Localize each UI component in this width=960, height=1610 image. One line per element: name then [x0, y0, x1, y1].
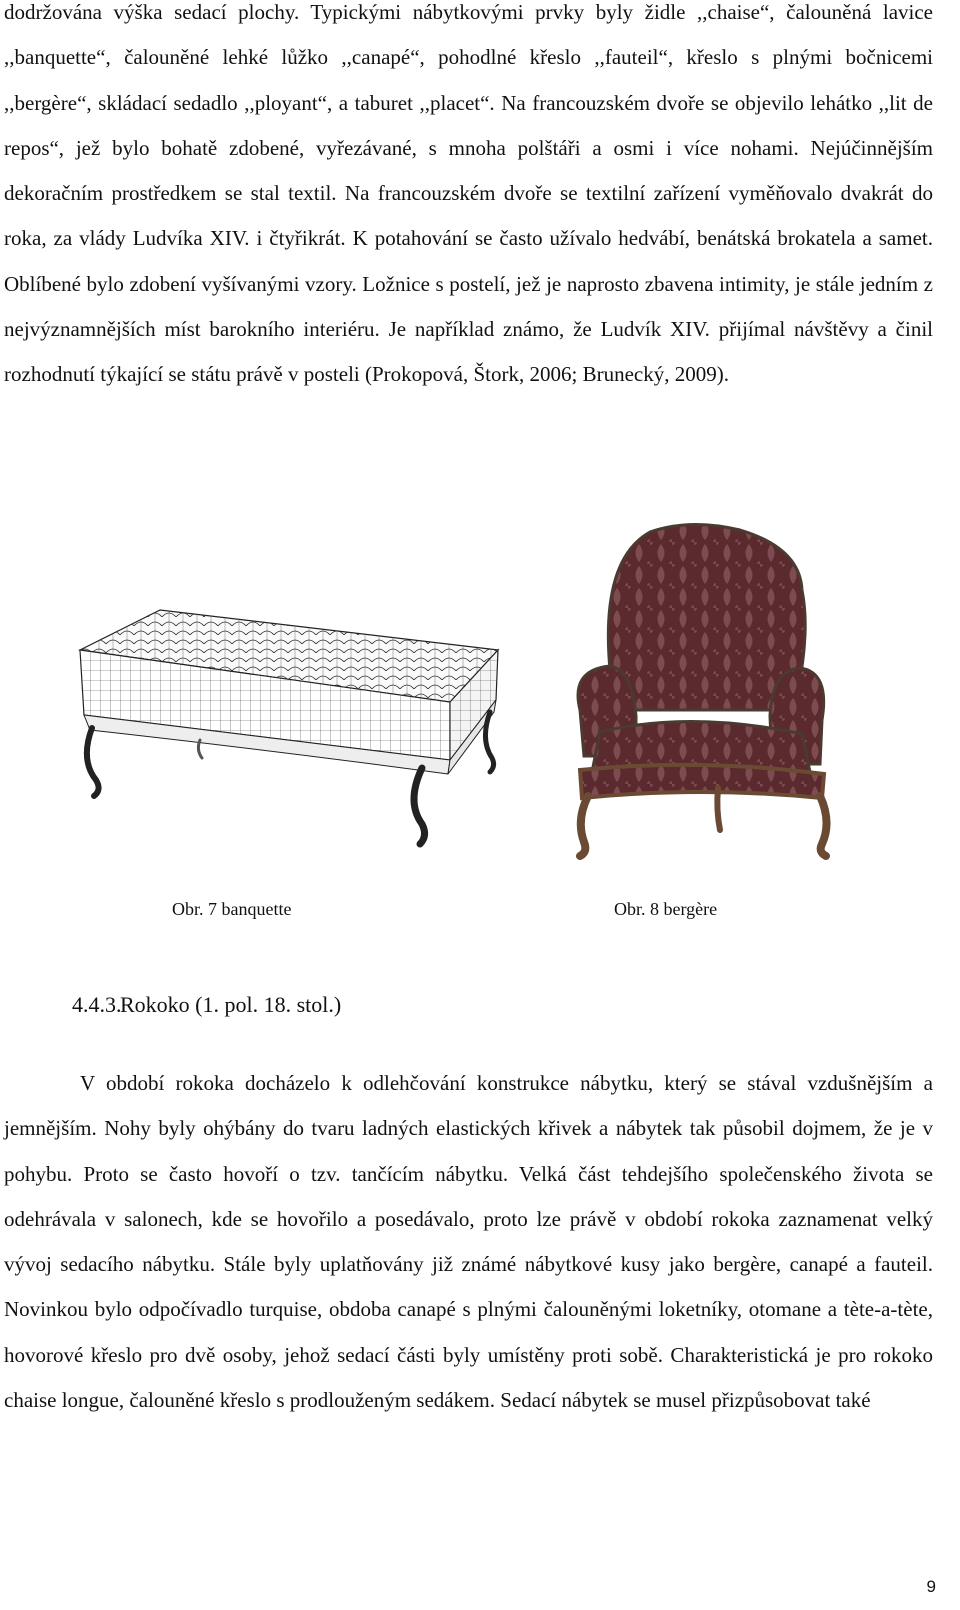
section-number: 4.4.3.	[72, 992, 122, 1017]
figure-caption-bergere: Obr. 8 bergère	[614, 899, 718, 919]
paragraph-top: dodržována výška sedací plochy. Typickými nábytkovými prvky byly židle ,,chaise“, čalouněná lavice ,,banquette“, čalouněné lehké lůžko ,,canapé“, pohodlné křeslo ,,fauteil“, křeslo s plnými bočnicemi ,,bergère“, skládací sedadlo ,,ployant“, a taburet ,,placet“. Na francouzském dvoře se objevilo lehátko ,,lit de repos“, jež bylo bohatě zdobené, vyřezávané, s mnoha polštáři a osmi i více nohami. Nejúčinnějším dekoračním prostředkem se stal textil. Na francouzském dvoře se textilní zařízení vyměňovalo dvakrát do roka, za vlády Ludvíka XIV. i čtyřikrát. K potahování se často užívalo hedvábí, benátská brokatela a samet. Oblíbené bylo zdobení vyšívanými vzory. Ložnice s postelí, jež je naprosto zbavena intimity, je stále jedním z nejvýznamnějších míst barokního interiéru. Je například známo, že Ludvík XIV. přijímal návštěvy a činil rozhodnutí týkající se státu právě v posteli (Prokopová, Štork, 2006; Brunecký, 2009).	[4, 0, 933, 387]
section-heading	[72, 990, 341, 1020]
section-title: Rokoko (1. pol. 18. stol.)	[120, 992, 342, 1017]
bergere-image	[540, 520, 840, 860]
page-number: 9	[926, 1577, 936, 1596]
banquette-image	[50, 590, 502, 852]
paragraph-bottom: V období rokoka docházelo k odlehčování konstrukce nábytku, který se stával vzdušnějším a jemnějším. Nohy byly ohýbány do tvaru ladných elastických křivek a nábytek tak působil dojmem, že je v pohybu. Proto se často hovoří o tzv. tančícím nábytku. Velká část tehdejšího společenského života se odehrávala v salonech, kde se hovořilo a posedávalo, proto lze právě v období rokoka zaznamenat velký vývoj sedacího nábytku. Stále byly uplatňovány již známé nábytkové kusy jako bergère, canapé a fauteil. Novinkou bylo odpočívadlo turquise, obdoba canapé s plnými čalouněnými loketníky, otomane a tète-a-tète, hovorové křeslo pro dvě osoby, jehož sedací části byly umístěny proti sobě. Charakteristická je pro rokoko chaise longue, čalouněné křeslo s prodlouženým sedákem. Sedací nábytek se musel přizpůsobovat také	[4, 1071, 933, 1413]
figure-caption-banquette: Obr. 7 banquette	[172, 899, 292, 919]
